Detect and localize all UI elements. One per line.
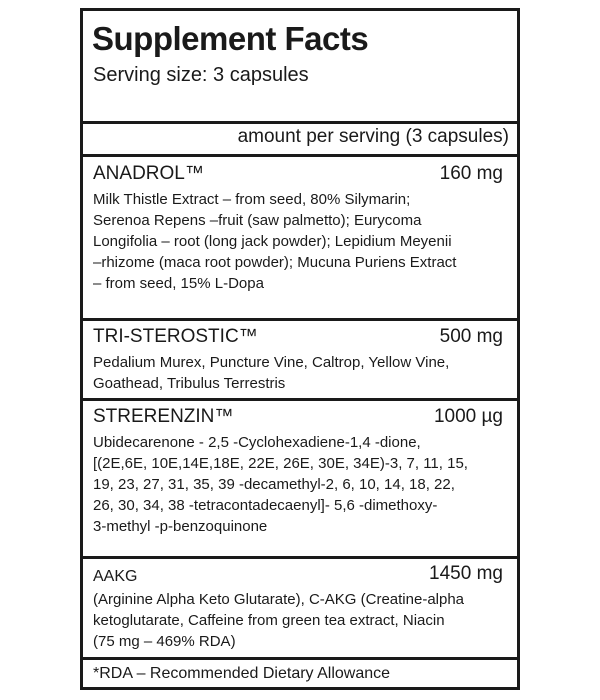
- description-line: – from seed, 15% L-Dopa: [93, 275, 264, 292]
- description-line: Serenoa Repens –fruit (saw palmetto); Eurycoma: [93, 212, 422, 229]
- description-line: Pedalium Murex, Puncture Vine, Caltrop, Yellow Vine,: [93, 354, 450, 371]
- ingredient-description: [93, 189, 513, 294]
- ingredient-section-anadrol: [83, 160, 517, 318]
- description-line: Ubidecarenone - 2,5 -Cyclohexadiene-1,4 -dione,: [93, 434, 421, 451]
- facts-header: [83, 11, 517, 123]
- description-line: 26, 30, 34, 38 -tetracontadecaenyl]- 5,6 -dimethoxy-: [93, 497, 438, 514]
- description-line: Goathead, Tribulus Terrestris: [93, 375, 286, 392]
- ingredient-name: ANADROL™: [93, 163, 204, 184]
- ingredient-amount: 500 mg: [439, 326, 503, 347]
- rda-footnote: *RDA – Recommended Dietary Allowance: [93, 665, 391, 682]
- section-divider: [83, 318, 517, 321]
- description-line: Milk Thistle Extract – from seed, 80% Silymarin;: [93, 191, 411, 208]
- facts-title: Supplement Facts: [92, 20, 369, 57]
- ingredient-description: [93, 589, 513, 652]
- ingredient-section-tri-sterostic: [83, 323, 517, 399]
- header-divider: [83, 121, 517, 124]
- ingredient-name: STRERENZIN™: [93, 406, 234, 427]
- ingredient-section-aakg: [83, 560, 517, 660]
- ingredient-name: AAKG: [93, 568, 138, 585]
- description-line: ketoglutarate, Caffeine from green tea extract, Niacin: [93, 612, 445, 629]
- amount-divider: [83, 154, 517, 157]
- serving-size: Serving size: 3 capsules: [93, 64, 309, 86]
- description-line: (Arginine Alpha Keto Glutarate), C-AKG (Creatine-alpha: [93, 591, 465, 608]
- amount-per-serving: amount per serving (3 capsules): [237, 126, 509, 147]
- description-line: 19, 23, 27, 31, 35, 39 -decamethyl-2, 6, 10, 14, 18, 22,: [93, 476, 455, 493]
- ingredient-description: [93, 352, 513, 394]
- ingredient-amount: 1000 µg: [433, 406, 503, 427]
- description-line: –rhizome (maca root powder); Mucuna Puriens Extract: [93, 254, 457, 271]
- description-line: Longifolia – root (long jack powder); Lepidium Meyenii: [93, 233, 452, 250]
- supplement-facts-panel: [80, 8, 520, 690]
- ingredient-section-strerenzin: [83, 403, 517, 553]
- footnote-divider: [83, 657, 517, 660]
- ingredient-amount: 160 mg: [439, 163, 503, 184]
- ingredient-name: TRI-STEROSTIC™: [93, 326, 258, 347]
- section-divider: [83, 556, 517, 559]
- description-line: 3-methyl -p-benzoquinone: [93, 518, 268, 535]
- section-divider: [83, 398, 517, 401]
- description-line: [(2E,6E, 10E,14E,18E, 22E, 26E, 30E, 34E)-3, 7, 11, 15,: [93, 455, 468, 472]
- ingredient-amount: 1450 mg: [429, 563, 503, 584]
- description-line: (75 mg – 469% RDA): [93, 633, 236, 650]
- ingredient-description: [93, 432, 513, 537]
